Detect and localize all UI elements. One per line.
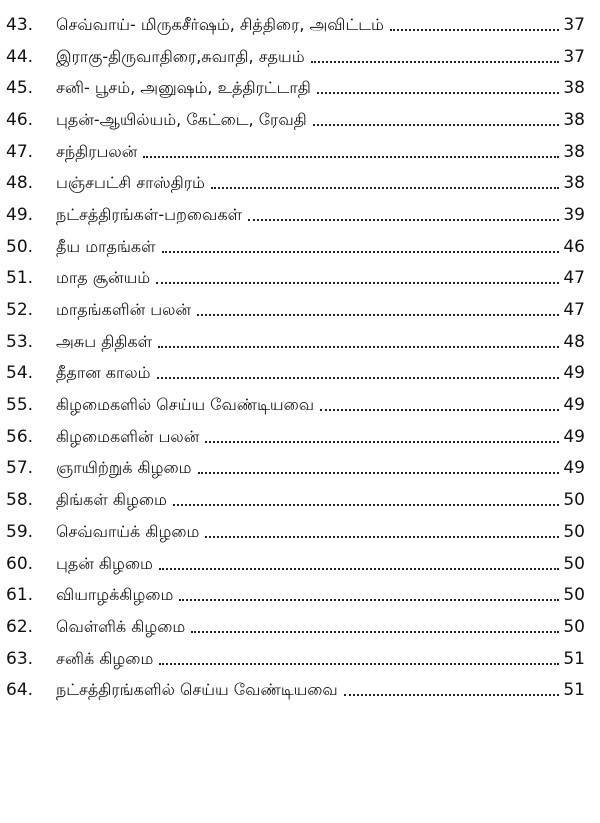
entry-title: தீய மாதங்கள் [56, 236, 156, 256]
entry-number: 50. [6, 236, 34, 257]
entry-body [56, 268, 585, 288]
entry-page-number: 50 [563, 490, 585, 511]
entry-page-number: 49 [563, 363, 585, 384]
entry-page-number: 49 [563, 458, 585, 479]
dot-leader [248, 219, 559, 221]
entry-page-number: 47 [563, 268, 585, 289]
dot-leader [159, 663, 559, 665]
toc-entry [0, 579, 600, 611]
entry-title: நட்சத்திரங்களில் செய்ய வேண்டியவை [56, 680, 338, 700]
entry-number: 58. [6, 490, 34, 511]
entry-title: செவ்வாய்க் கிழமை [56, 521, 200, 541]
entry-body [56, 173, 585, 193]
entry-body [56, 395, 585, 415]
entry-number: 56. [6, 426, 34, 447]
entry-page-number: 50 [563, 521, 585, 542]
entry-body [56, 47, 585, 67]
entry-body [56, 110, 585, 130]
entry-page-number: 38 [563, 78, 585, 99]
toc-entry [0, 199, 600, 231]
entry-page-number: 48 [563, 331, 585, 352]
entry-number: 48. [6, 173, 34, 194]
entry-title: வியாழக்கிழமை [56, 585, 174, 605]
entry-body [56, 300, 585, 320]
table-of-contents [0, 9, 600, 706]
entry-body [56, 458, 585, 478]
toc-entry [0, 104, 600, 136]
entry-body [56, 585, 585, 605]
toc-entry [0, 358, 600, 390]
entry-number: 55. [6, 395, 34, 416]
entry-page-number: 38 [563, 141, 585, 162]
toc-entry [0, 231, 600, 263]
entry-body [56, 490, 585, 510]
entry-page-number: 39 [563, 204, 585, 225]
toc-entry [0, 326, 600, 358]
entry-title: கிழமைகளில் செய்ய வேண்டியவை [56, 395, 315, 415]
entry-body [56, 617, 585, 637]
toc-entry [0, 263, 600, 295]
entry-body [56, 522, 585, 542]
entry-body [56, 78, 585, 98]
entry-page-number: 50 [563, 616, 585, 637]
entry-title: செவ்வாய்- மிருகசீர்ஷம், சித்திரை, அவிட்டம் [56, 14, 384, 34]
entry-page-number: 51 [563, 680, 585, 701]
entry-title: சனிக் கிழமை [56, 648, 154, 668]
dot-leader [162, 251, 559, 253]
dot-leader [390, 29, 559, 31]
entry-title: வெள்ளிக் கிழமை [56, 616, 186, 636]
dot-leader [173, 504, 559, 506]
toc-entry [0, 453, 600, 485]
entry-number: 47. [6, 141, 34, 162]
entry-number: 60. [6, 553, 34, 574]
entry-body [56, 142, 585, 162]
dot-leader [320, 409, 559, 411]
entry-page-number: 38 [563, 109, 585, 130]
entry-page-number: 50 [563, 553, 585, 574]
dot-leader [158, 346, 559, 348]
entry-number: 63. [6, 648, 34, 669]
dot-leader [205, 536, 559, 538]
entry-title: பஞ்சபட்சி சாஸ்திரம் [56, 173, 205, 193]
entry-title: இராகு-திருவாதிரை,சுவாதி, சதயம் [56, 46, 305, 66]
toc-entry [0, 484, 600, 516]
toc-entry [0, 643, 600, 675]
toc-entry [0, 421, 600, 453]
toc-entry [0, 72, 600, 104]
dot-leader [179, 599, 559, 601]
entry-body [56, 554, 585, 574]
entry-page-number: 46 [563, 236, 585, 257]
entry-number: 57. [6, 458, 34, 479]
entry-page-number: 49 [563, 395, 585, 416]
dot-leader [143, 156, 559, 158]
dot-leader [159, 568, 559, 570]
entry-title: அசுப திதிகள் [56, 331, 153, 351]
dot-leader [211, 187, 559, 189]
entry-number: 54. [6, 363, 34, 384]
entry-title: மாத சூன்யம் [56, 268, 151, 288]
entry-title: நட்சத்திரங்கள்-பறவைகள் [56, 204, 243, 224]
dot-leader [311, 61, 559, 63]
entry-title: திங்கள் கிழமை [56, 490, 167, 510]
entry-number: 49. [6, 204, 34, 225]
entry-body [56, 427, 585, 447]
toc-entry [0, 548, 600, 580]
entry-body [56, 363, 585, 383]
entry-page-number: 37 [563, 46, 585, 67]
entry-title: சந்திரபலன் [56, 141, 138, 161]
entry-page-number: 37 [563, 14, 585, 35]
toc-entry [0, 9, 600, 41]
entry-body [56, 237, 585, 257]
entry-title: ஞாயிற்றுக் கிழமை [56, 458, 192, 478]
entry-number: 59. [6, 521, 34, 542]
entry-title: மாதங்களின் பலன் [56, 300, 191, 320]
entry-number: 44. [6, 46, 34, 67]
entry-title: கிழமைகளின் பலன் [56, 426, 200, 446]
entry-number: 43. [6, 14, 34, 35]
toc-entry [0, 611, 600, 643]
toc-entry [0, 516, 600, 548]
entry-number: 53. [6, 331, 34, 352]
entry-number: 52. [6, 300, 34, 321]
entry-title: தீதான காலம் [56, 363, 151, 383]
entry-number: 51. [6, 268, 34, 289]
entry-page-number: 51 [563, 648, 585, 669]
entry-number: 61. [6, 585, 34, 606]
dot-leader [191, 631, 559, 633]
dot-leader [156, 282, 559, 284]
entry-number: 62. [6, 616, 34, 637]
entry-body [56, 15, 585, 35]
entry-body [56, 205, 585, 225]
entry-page-number: 50 [563, 585, 585, 606]
entry-page-number: 38 [563, 173, 585, 194]
entry-body [56, 649, 585, 669]
toc-entry [0, 294, 600, 326]
entry-page-number: 49 [563, 426, 585, 447]
dot-leader [205, 441, 559, 443]
dot-leader [344, 694, 559, 696]
dot-leader [198, 472, 559, 474]
entry-number: 64. [6, 680, 34, 701]
toc-entry [0, 41, 600, 73]
entry-number: 45. [6, 78, 34, 99]
entry-page-number: 47 [563, 300, 585, 321]
dot-leader [313, 124, 559, 126]
toc-entry [0, 167, 600, 199]
dot-leader [157, 377, 559, 379]
entry-title: சனி- பூசம், அனுஷம், உத்திரட்டாதி [56, 78, 311, 98]
toc-entry [0, 389, 600, 421]
dot-leader [197, 314, 559, 316]
toc-entry [0, 136, 600, 168]
entry-title: புதன் கிழமை [56, 553, 153, 573]
entry-title: புதன்-ஆயில்யம், கேட்டை, ரேவதி [56, 109, 307, 129]
entry-number: 46. [6, 109, 34, 130]
dot-leader [317, 92, 559, 94]
entry-body [56, 332, 585, 352]
entry-body [56, 680, 585, 700]
toc-entry [0, 674, 600, 706]
